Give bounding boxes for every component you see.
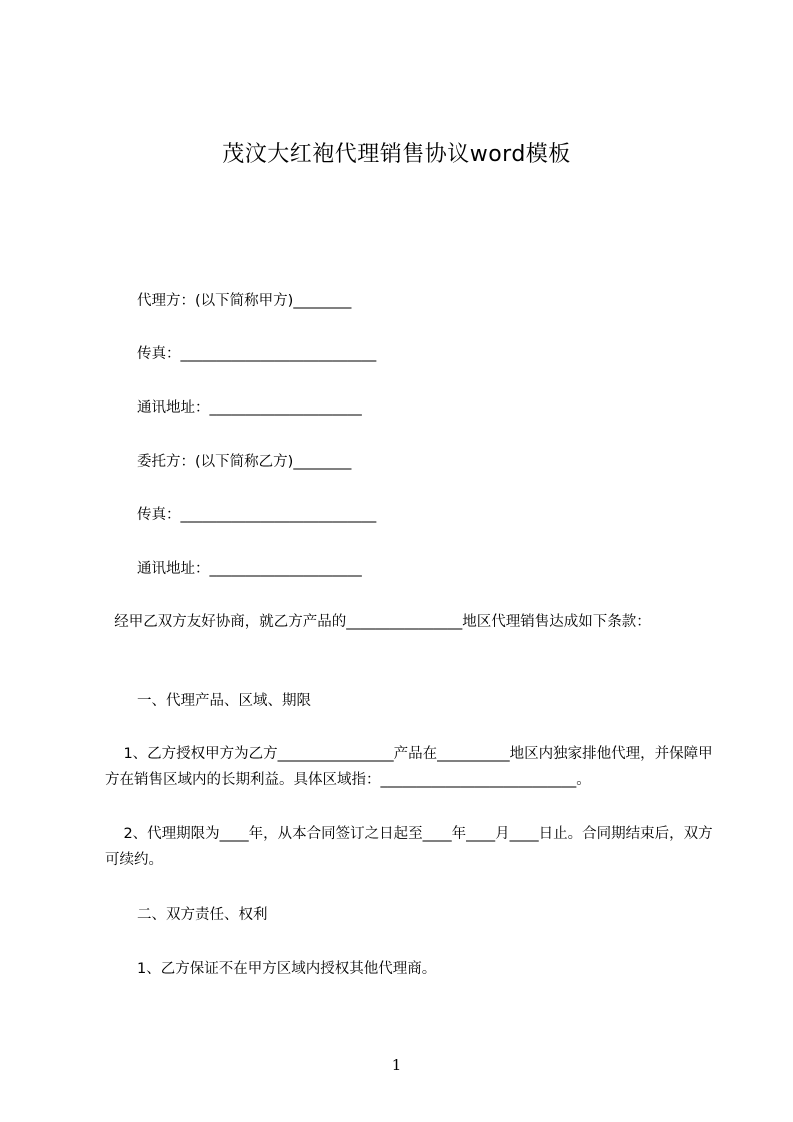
section-1-item-2: 2、代理期限为____年，从本合同签订之日起至____年____月____日止。合同期结束后，双方可续约。 — [105, 826, 713, 868]
intro-paragraph: 经甲乙双方友好协商，就乙方产品的________________地区代理销售达成如下条款： — [105, 614, 651, 630]
document-title: 茂汶大红袍代理销售协议word模板 — [222, 142, 571, 167]
client-party-line: 委托方：(以下简称乙方)________ — [137, 454, 352, 470]
section-2-heading: 二、双方责任、权利 — [137, 907, 268, 923]
client-address-line: 通讯地址：_____________________ — [137, 561, 362, 577]
principal-agent-line: 代理方：(以下简称甲方)________ — [137, 293, 352, 309]
page-number: 1 — [391, 1056, 402, 1074]
agent-fax-line: 传真：___________________________ — [137, 346, 377, 362]
section-1-heading: 一、代理产品、区域、期限 — [137, 693, 311, 709]
section-2-item-1: 1、乙方保证不在甲方区域内授权其他代理商。 — [137, 961, 437, 977]
client-fax-line: 传真：___________________________ — [137, 507, 377, 523]
agent-address-line: 通讯地址：_____________________ — [137, 400, 362, 416]
section-1-item-1: 1、乙方授权甲方为乙方________________产品在__________地区内独家排他代理，并保障甲方在销售区域内的长期利益。具体区域指：___________________________。 — [105, 746, 713, 788]
